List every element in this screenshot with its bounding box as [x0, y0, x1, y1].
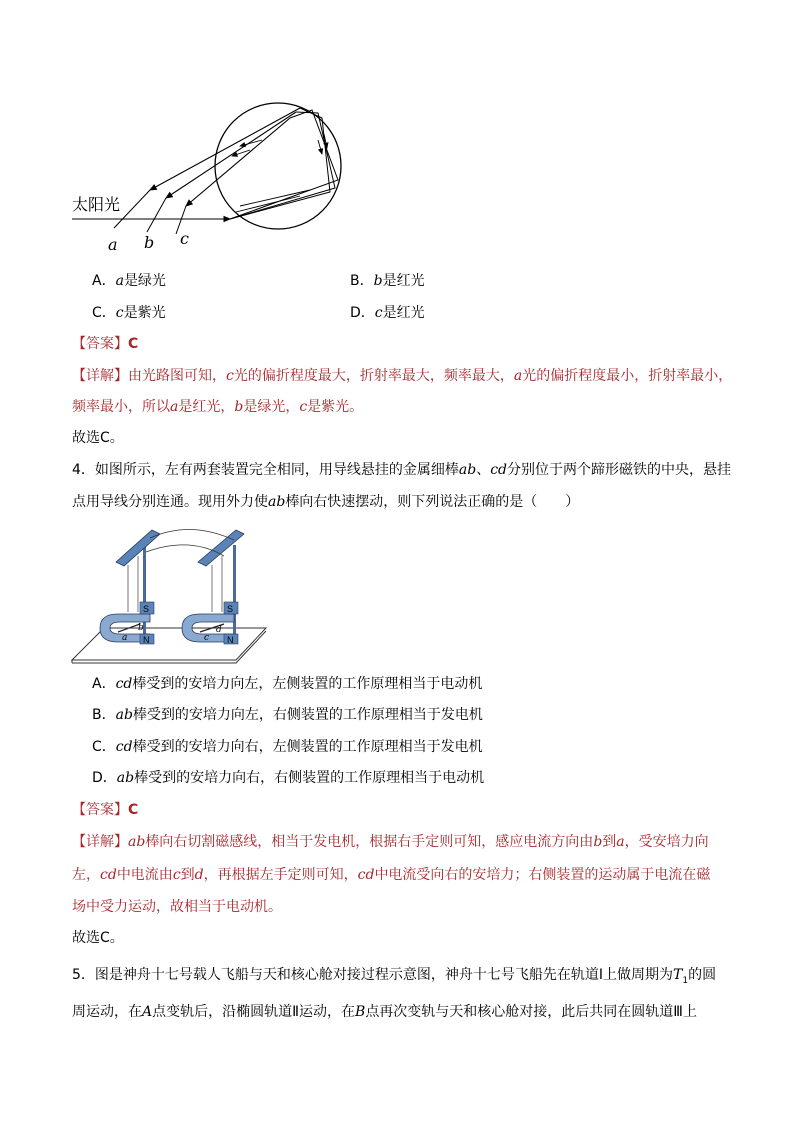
- ray-label-a: a: [108, 235, 118, 254]
- q4-stem-line-1: 4．如图所示，左有两套装置完全相同，用导线悬挂的金属细棒ab、cd分别位于两个蹄形磁铁的中央，悬挂: [72, 462, 732, 478]
- q3-explanation-line-1: 【详解】由光路图可知，c光的偏折程度最大，折射率最大，频率最大，a光的偏折程度最小，折射率最小，: [72, 368, 733, 384]
- q3-answer: 【答案】C: [72, 336, 139, 352]
- q4-stem-line-2: 点用导线分别连通。现用外力使ab棒向右快速摆动，则下列说法正确的是（ ）: [72, 494, 580, 510]
- magnet-devices-figure: [70, 520, 270, 665]
- internal-ray-a: [230, 108, 330, 219]
- connecting-wire: [150, 529, 234, 540]
- internal-ray-b: [230, 112, 335, 219]
- q5-stem-line-2: 周运动，在A点变轨后，沿椭圆轨道Ⅱ运动，在B点再次变轨与天和核心舱对接，此后共同在圆轨道Ⅲ上: [72, 1004, 697, 1020]
- q4-explanation-line-3: 场中受力运动，故相当于电动机。: [72, 899, 282, 915]
- sun-label: 太阳光: [72, 195, 121, 214]
- left-rod-a: a: [122, 633, 128, 643]
- raindrop-dispersion-figure: [68, 96, 368, 256]
- q3-conclusion: 故选C。: [72, 430, 124, 446]
- ray-label-c: c: [180, 229, 189, 248]
- q4-conclusion: 故选C。: [72, 930, 124, 946]
- left-rod-b: b: [138, 623, 144, 633]
- right-rod-d: d: [216, 625, 222, 635]
- q4-option-d: D．ab棒受到的安培力向右，右侧装置的工作原理相当于电动机: [92, 770, 485, 786]
- q4-option-c: C．cd棒受到的安培力向右，左侧装置的工作原理相当于发电机: [92, 739, 483, 755]
- right-magnet-n: N: [227, 635, 234, 645]
- left-magnet-n: N: [143, 635, 150, 645]
- right-magnet-s: S: [227, 604, 234, 614]
- q3-explanation-line-2: 频率最小，所以a是红光，b是绿光，c是紫光。: [72, 399, 364, 415]
- q3-option-d: D．c是红光: [350, 305, 425, 321]
- q3-option-c: C．c是紫光: [92, 305, 166, 321]
- q3-option-a: A．a是绿光: [92, 273, 166, 289]
- q4-explanation-line-2: 左，cd中电流由c到d，再根据左手定则可知，cd中电流受向右的安培力；右侧装置的运动属于电流在磁: [72, 867, 711, 883]
- q4-explanation-line-1: 【详解】ab棒向右切割磁感线，相当于发电机，根据右手定则可知，感应电流方向由b到a，受安培力向: [72, 834, 709, 850]
- right-rod-c: c: [204, 633, 210, 643]
- q5-stem-line-1: 5．图是神舟十七号载人飞船与天和核心舱对接过程示意图，神舟十七号飞船先在轨道Ⅰ上做周期为$T_1$的圆: [72, 967, 717, 986]
- q4-option-a: A．cd棒受到的安培力向左，左侧装置的工作原理相当于电动机: [92, 676, 483, 692]
- q3-option-b: B．b是红光: [350, 273, 425, 289]
- ray-label-b: b: [144, 233, 155, 252]
- outgoing-ray-a: [150, 108, 300, 190]
- q4-answer: 【答案】C: [72, 802, 139, 818]
- left-magnet-s: S: [143, 604, 150, 614]
- q4-option-b: B．ab棒受到的安培力向左，右侧装置的工作原理相当于发电机: [92, 707, 483, 723]
